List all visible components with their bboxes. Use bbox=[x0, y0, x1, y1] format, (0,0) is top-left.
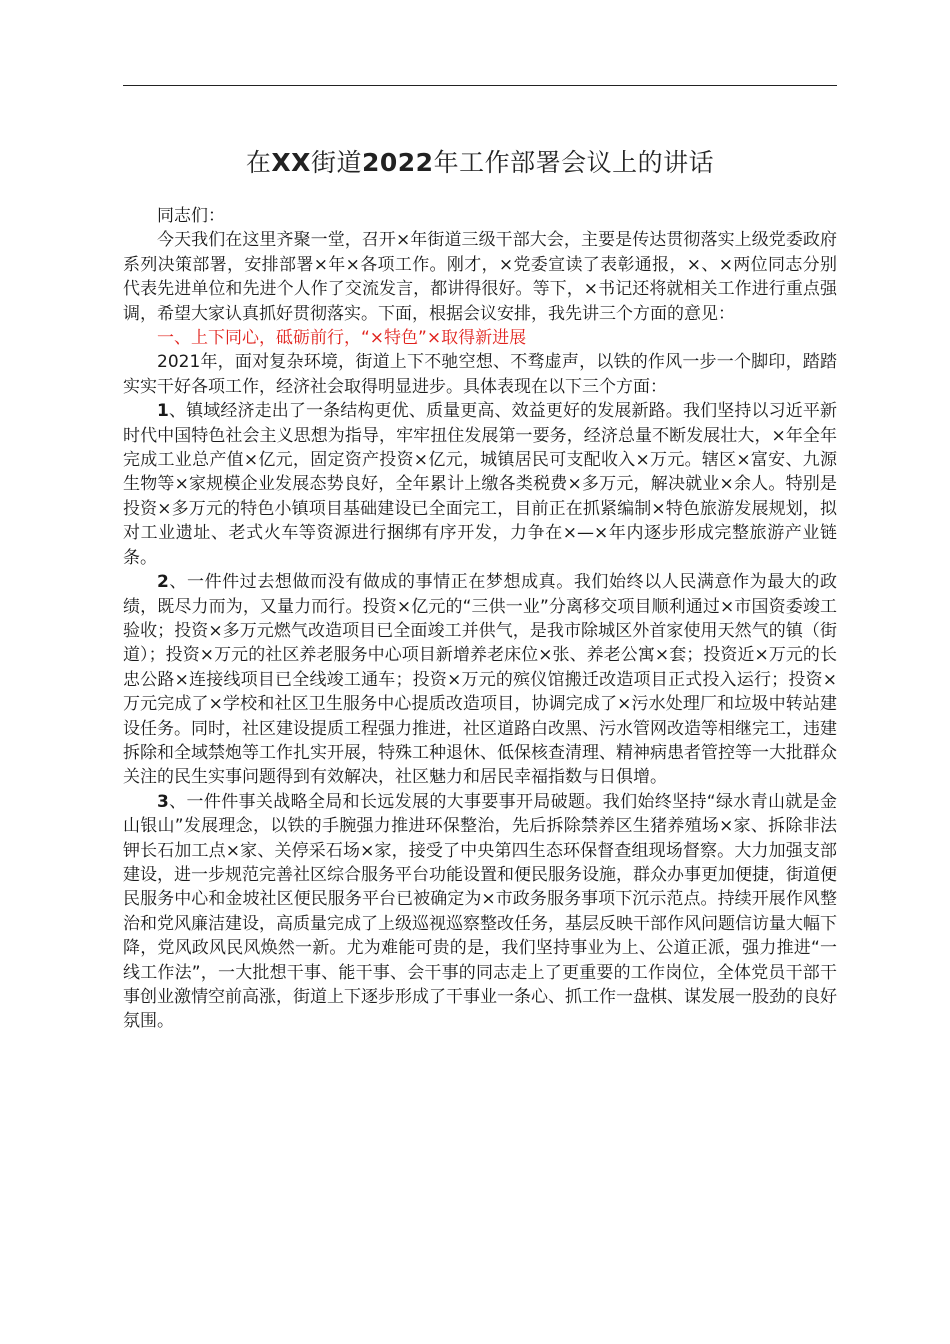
document-body bbox=[123, 204, 837, 1034]
point-text: 、镇域经济走出了一条结构更优、质量更高、效益更好的发展新路。我们坚持以习近平新时代中国特色社会主义思想为指导，牢牢扭住发展第一要务，经济总量不断发展壮大，×年全年完成工业总产值×亿元，固定资产投资×亿元，城镇居民可支配收入×万元。辖区×富安、九源生物等×家规模企业发展态势良好，全年累计上缴各类税费×多万元，解决就业×余人。特别是投资×多万元的特色小镇项目基础建设已全面完工，目前正在抓紧编制×特色旅游发展规划，拟对工业遗址、老式火车等资源进行捆绑有序开发，力争在×—×年内逐步形成完整旅游产业链条。 bbox=[123, 401, 837, 568]
point-number: 3 bbox=[157, 791, 169, 812]
header-rule bbox=[123, 85, 837, 86]
salutation: 同志们： bbox=[157, 206, 225, 226]
document-title: 在XX街道2022年工作部署会议上的讲话 bbox=[245, 148, 715, 177]
point-paragraph-1 bbox=[123, 399, 837, 570]
section-intro-paragraph: 2021年，面对复杂环境，街道上下不驰空想、不骛虚声，以铁的作风一步一个脚印，踏踏实实干好各项工作，经济社会取得明显进步。具体表现在以下三个方面： bbox=[123, 352, 837, 397]
point-number: 1 bbox=[157, 401, 169, 422]
point-text: 、一件件过去想做而没有做成的事情正在梦想成真。我们始终以人民满意作为最大的政绩，既尽力而为，又量力而行。投资×亿元的“三供一业”分离移交项目顺利通过×市国资委竣工验收；投资×多万元燃气改造项目已全面竣工并供气，是我市除城区外首家使用天然气的镇（街道）；投资×万元的社区养老服务中心项目新增养老床位×张、养老公寓×套；投资近×万元的长忠公路×连接线项目已全线竣工通车；投资×万元的殡仪馆搬迁改造项目正式投入运行；投资×万元完成了×学校和社区卫生服务中心提质改造项目，协调完成了×污水处理厂和垃圾中转站建设任务。同时，社区建设提质工程强力推进，社区道路白改黑、污水管网改造等相继完工，违建拆除和全域禁炮等工作扎实开展，特殊工种退休、低保核查清理、精神病患者管控等一大批群众关注的民生实事问题得到有效解决，社区魅力和居民幸福指数与日俱增。 bbox=[123, 572, 837, 788]
point-paragraph-2 bbox=[123, 570, 837, 790]
point-number: 2 bbox=[157, 572, 169, 593]
intro-paragraph: 今天我们在这里齐聚一堂，召开×年街道三级干部大会，主要是传达贯彻落实上级党委政府系列决策部署，安排部署×年×各项工作。刚才，×党委宣读了表彰通报，×、×两位同志分别代表先进单位和先进个人作了交流发言，都讲得很好。等下，×书记还将就相关工作进行重点强调，希望大家认真抓好贯彻落实。下面，根据会议安排，我先讲三个方面的意见： bbox=[123, 230, 837, 324]
section-heading-1: 一、上下同心，砥砺前行，“×特色”×取得新进展 bbox=[157, 328, 527, 349]
point-paragraph-3 bbox=[123, 790, 837, 1034]
point-text: 、一件件事关战略全局和长远发展的大事要事开局破题。我们始终坚持“绿水青山就是金山银山”发展理念，以铁的手腕强力推进环保整治，先后拆除禁养区生猪养殖场×家、拆除非法钾长石加工点×家、关停采石场×家，接受了中央第四生态环保督查组现场督察。大力加强支部建设，进一步规范完善社区综合服务平台功能设置和便民服务设施，群众办事更加便捷，街道便民服务中心和金坡社区便民服务平台已被确定为×市政务服务事项下沉示范点。持续开展作风整治和党风廉洁建设，高质量完成了上级巡视巡察整改任务，基层反映干部作风问题信访量大幅下降，党风政风民风焕然一新。尤为难能可贵的是，我们坚持事业为上、公道正派，强力推进“一线工作法”，一大批想干事、能干事、会干事的同志走上了更重要的工作岗位，全体党员干部干事创业激情空前高涨，街道上下逐步形成了干事业一条心、抓工作一盘棋、谋发展一股劲的良好氛围。 bbox=[123, 791, 837, 1032]
